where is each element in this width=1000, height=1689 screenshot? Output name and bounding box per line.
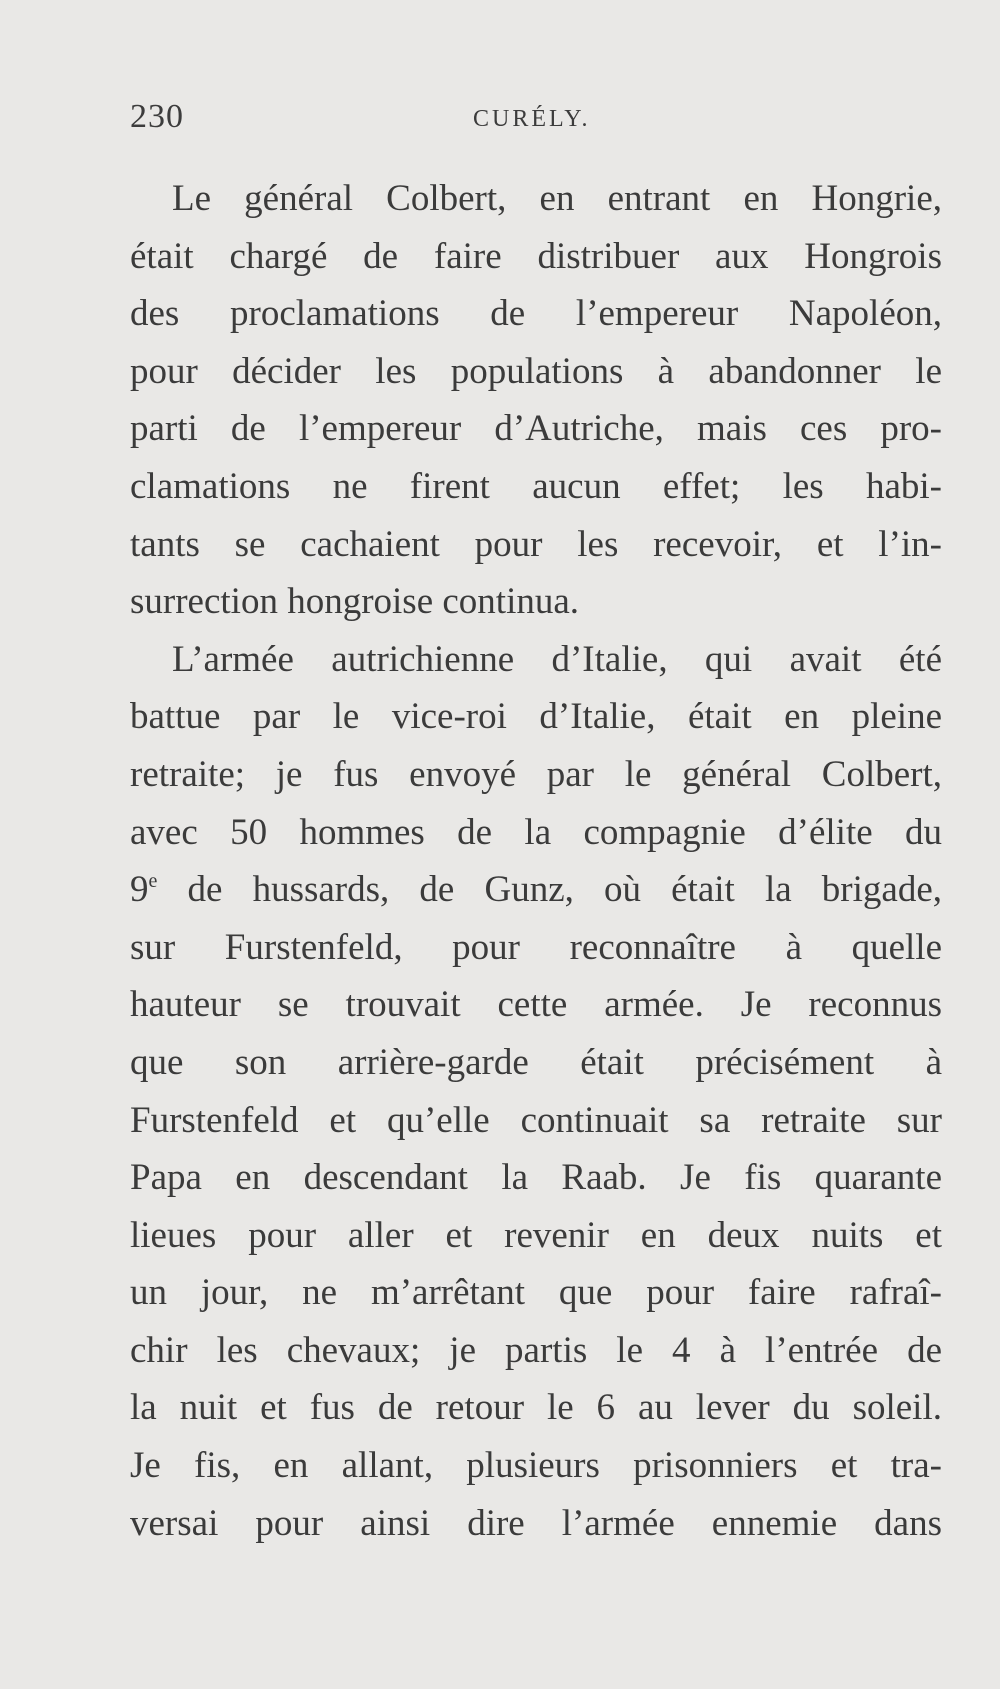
running-head: CURÉLY. bbox=[473, 106, 591, 132]
text-line: avec 50 hommes de la compagnie d’élite du bbox=[130, 811, 942, 853]
text-line: des proclamations de l’empereur Napoléon, bbox=[130, 293, 942, 335]
text-line: Furstenfeld et qu’elle continuait sa retraite sur bbox=[130, 1099, 942, 1141]
text-line: tants se cachaient pour les recevoir, et l’in- bbox=[130, 523, 942, 565]
text-line: chir les chevaux; je partis le 4 à l’entrée de bbox=[130, 1329, 942, 1371]
text-line-with-ordinal bbox=[130, 861, 942, 919]
text-line: retraite; je fus envoyé par le général Colbert, bbox=[130, 753, 942, 795]
text-line: la nuit et fus de retour le 6 au lever du soleil. bbox=[130, 1387, 942, 1429]
text-line: versai pour ainsi dire l’armée ennemie dans bbox=[130, 1502, 942, 1544]
text-line: parti de l’empereur d’Autriche, mais ces pro- bbox=[130, 408, 942, 450]
text-line: sur Furstenfeld, pour reconnaître à quelle bbox=[130, 926, 942, 968]
ordinal-suffix: e bbox=[148, 870, 158, 893]
text-line: Papa en descendant la Raab. Je fis quarante bbox=[130, 1157, 942, 1199]
page-number: 230 bbox=[130, 98, 184, 135]
text-line: surrection hongroise continua. bbox=[130, 581, 580, 623]
text-line: que son arrière-garde était précisément à bbox=[130, 1041, 942, 1083]
line-rest: de hussards, de Gunz, où était la brigade, bbox=[157, 869, 942, 911]
text-line: lieues pour aller et revenir en deux nuits et bbox=[130, 1214, 942, 1256]
text-line: Je fis, en allant, plusieurs prisonniers et tra- bbox=[130, 1445, 942, 1487]
text-line: un jour, ne m’arrêtant que pour faire rafraî- bbox=[130, 1272, 942, 1314]
body-text bbox=[130, 170, 942, 1552]
page-header bbox=[130, 98, 940, 138]
text-line: hauteur se trouvait cette armée. Je reconnus bbox=[130, 984, 942, 1026]
text-line: pour décider les populations à abandonner le bbox=[130, 350, 942, 392]
text-line: Le général Colbert, en entrant en Hongrie, bbox=[172, 178, 942, 219]
text-line: clamations ne firent aucun effet; les habi- bbox=[130, 465, 942, 507]
text-line: battue par le vice-roi d’Italie, était en pleine bbox=[130, 696, 942, 738]
ordinal-number: 9 bbox=[130, 869, 149, 911]
text-line: L’armée autrichienne d’Italie, qui avait été bbox=[172, 638, 942, 680]
text-line: était chargé de faire distribuer aux Hongrois bbox=[130, 235, 942, 277]
